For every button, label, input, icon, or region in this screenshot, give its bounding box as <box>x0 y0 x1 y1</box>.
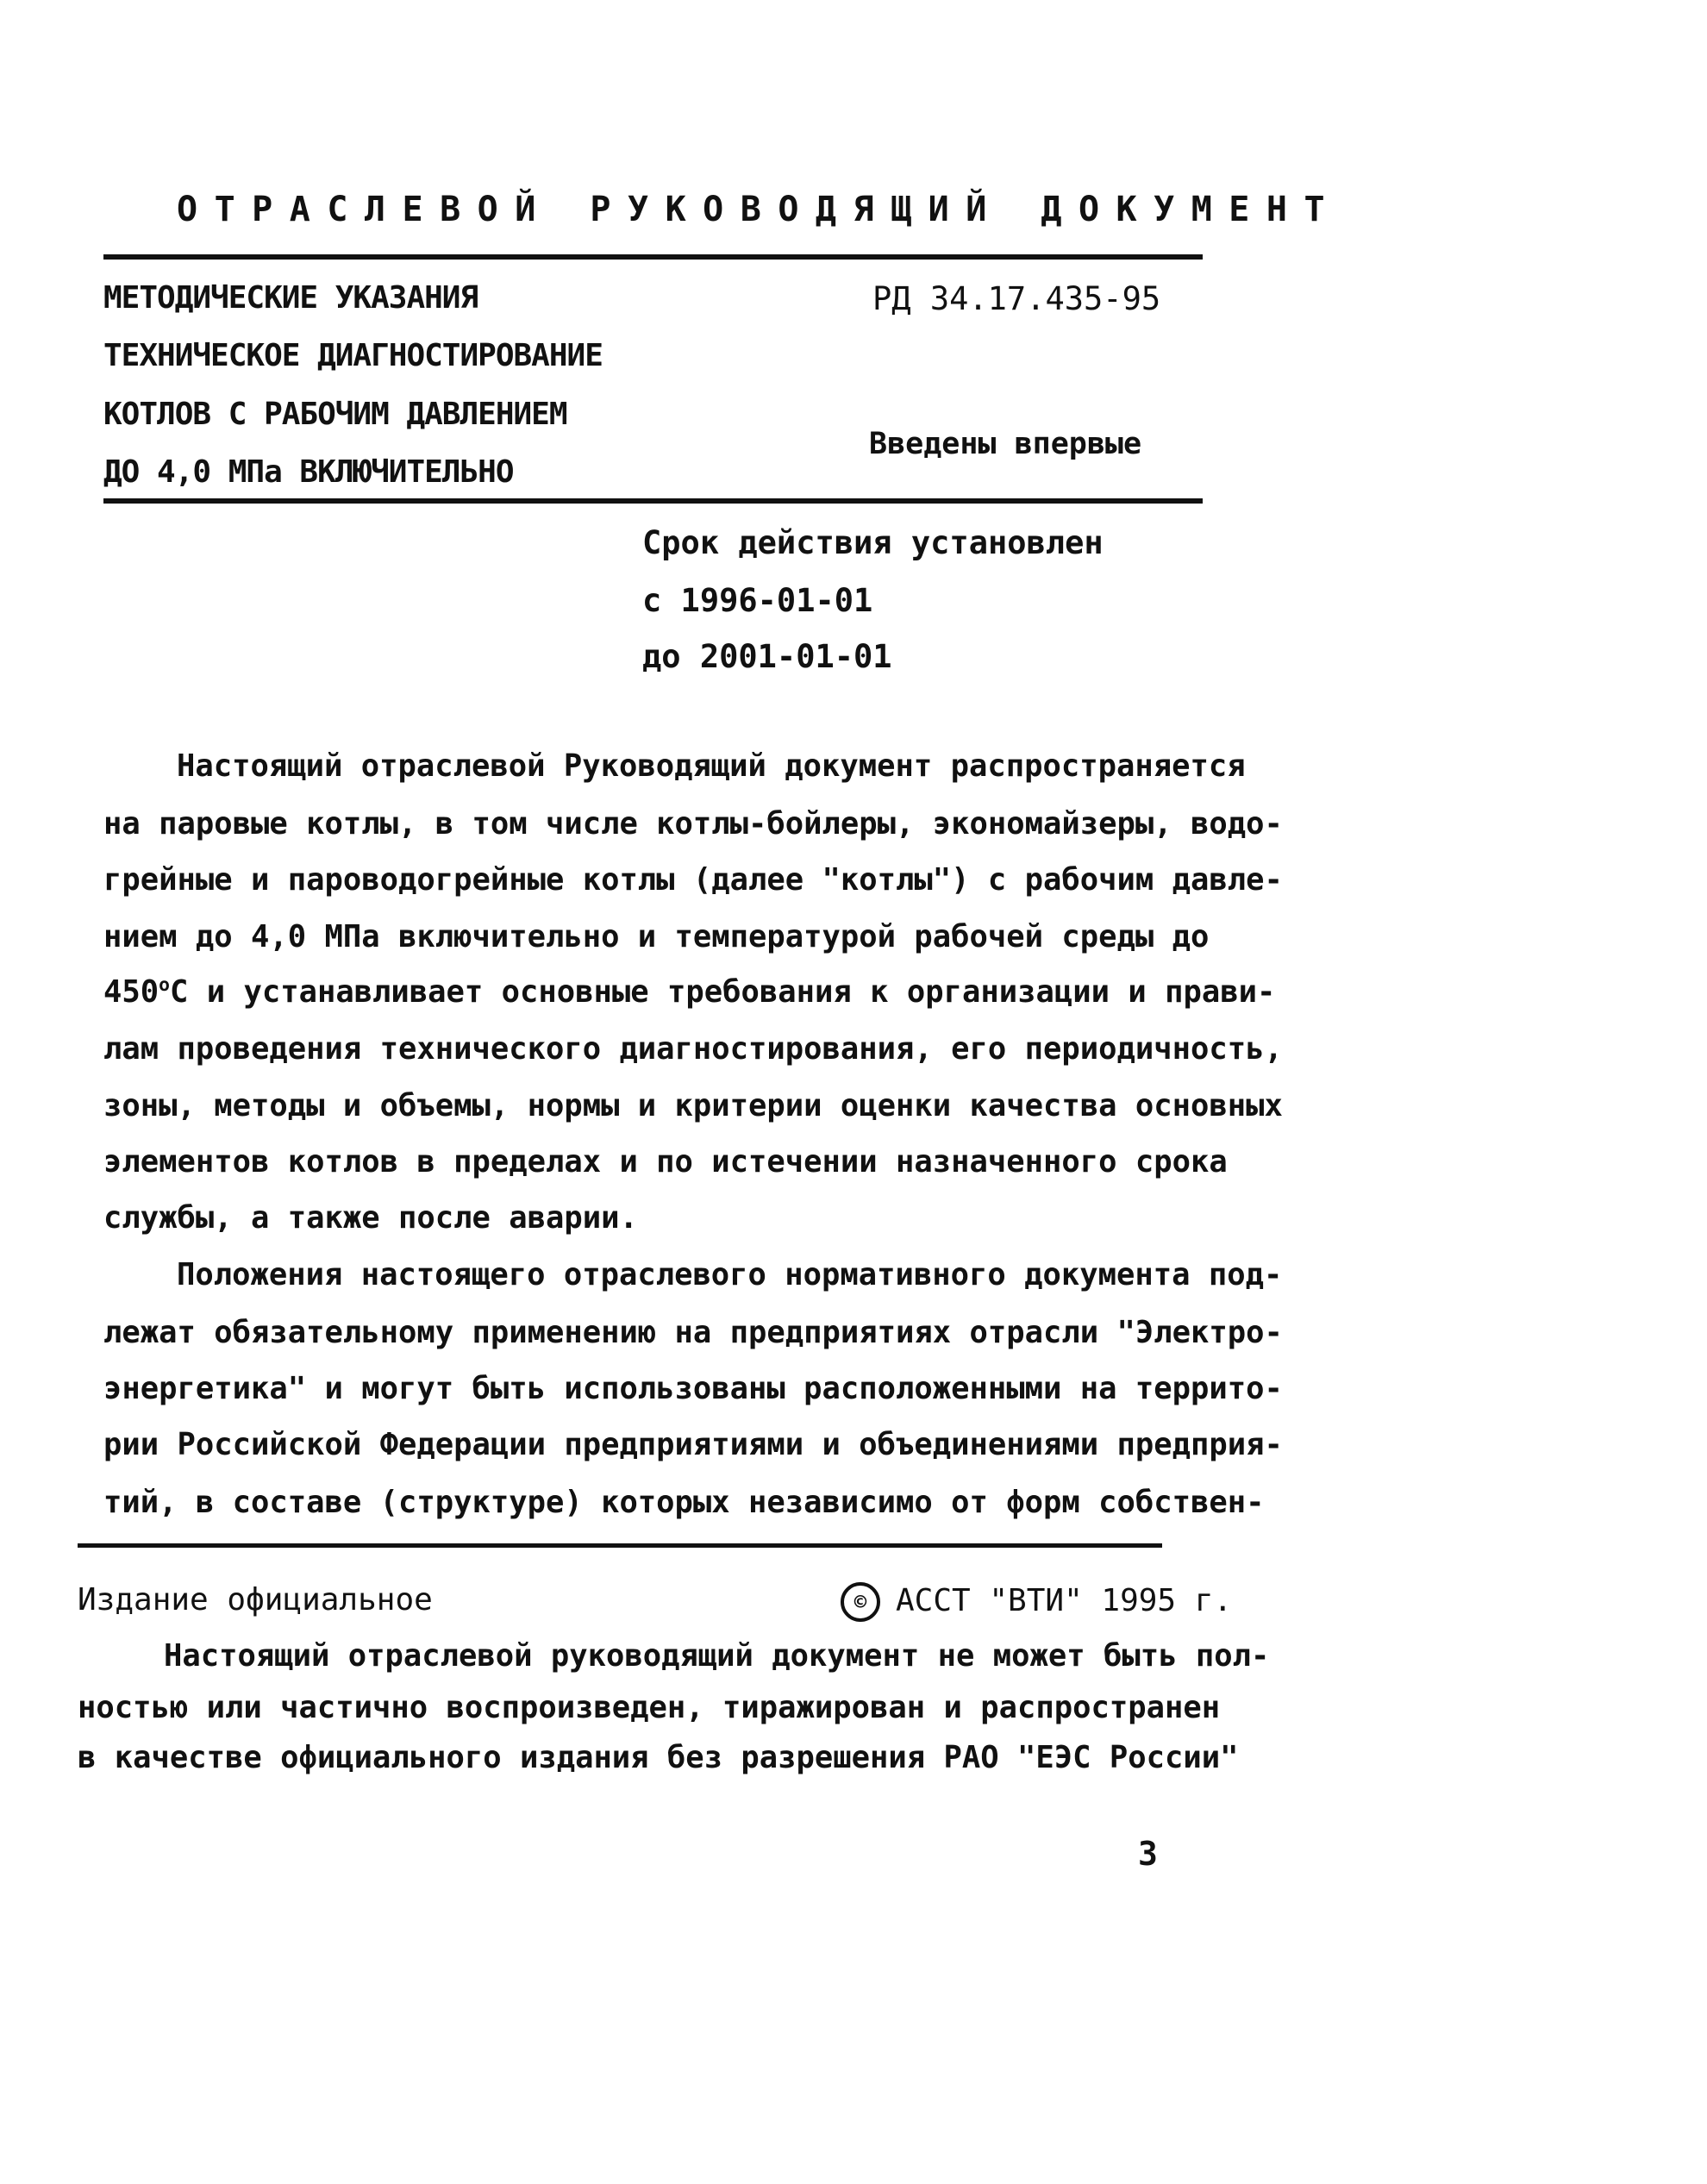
body-p1-line-3: грейные и пароводогрейные котлы (далее "котлы") с рабочим давле- <box>103 862 1283 898</box>
notice-line-3: в качестве официального издания без разрешения РАО "ЕЭС России" <box>78 1740 1239 1775</box>
body-p1-line-8: элементов котлов в пределах и по истечении назначенного срока <box>103 1144 1228 1180</box>
body-p1-line-2: на паровые котлы, в том числе котлы-бойлеры, экономайзеры, водо- <box>103 806 1283 842</box>
official-edition-label: Издание официальное <box>78 1582 433 1618</box>
copyright-holder: АССТ "ВТИ" 1995 г. <box>896 1583 1233 1618</box>
body-p1-line-4: нием до 4,0 МПа включительно и температурой рабочей среды до <box>103 919 1210 954</box>
temperature-value: 450 <box>103 974 159 1010</box>
introduction-status: Введены впервые <box>869 427 1142 461</box>
body-p1-line-6: лам проведения технического диагностирования, его периодичность, <box>103 1031 1283 1067</box>
copyright-icon: © <box>841 1582 880 1622</box>
page-number: 3 <box>1138 1835 1158 1873</box>
temperature-unit: C <box>169 974 189 1010</box>
title-line-4: ДО 4,0 МПа ВКЛЮЧИТЕЛЬНО <box>103 454 514 490</box>
validity-label: Срок действия установлен <box>642 524 1104 561</box>
copyright-notice <box>841 1582 1232 1622</box>
header-rule-bottom <box>103 498 1203 504</box>
body-p1-line-7: зоны, методы и объемы, нормы и критерии оценки качества основных <box>103 1088 1283 1123</box>
body-p1-line-1: Настоящий отраслевой Руководящий документ распространяется <box>177 748 1246 784</box>
body-p2-line-1: Положения настоящего отраслевого нормативного документа под- <box>177 1257 1283 1292</box>
notice-line-2: ностью или частично воспроизведен, тиражирован и распространен <box>78 1690 1221 1725</box>
title-line-2: ТЕХНИЧЕСКОЕ ДИАГНОСТИРОВАНИЕ <box>103 338 603 373</box>
notice-line-1: Настоящий отраслевой руководящий документ не может быть пол- <box>164 1638 1270 1674</box>
footer-rule <box>78 1543 1162 1548</box>
body-p2-line-5: тий, в составе (структуре) которых независимо от форм собствен- <box>103 1485 1265 1520</box>
header-rule-top <box>103 254 1203 260</box>
document-code: РД 34.17.435-95 <box>872 280 1161 317</box>
validity-from: с 1996-01-01 <box>642 582 873 619</box>
body-p2-line-4: рии Российской Федерации предприятиями и объединениями предприя- <box>103 1427 1283 1462</box>
body-p1-line-9: службы, а также после аварии. <box>103 1200 638 1236</box>
body-p2-line-2: лежат обязательному применению на предприятиях отрасли "Электро- <box>103 1315 1283 1350</box>
temperature-degree: o <box>159 974 170 997</box>
title-line-1: МЕТОДИЧЕСКИЕ УКАЗАНИЯ <box>103 280 478 316</box>
body-p2-line-3: энергетика" и могут быть использованы расположенными на террито- <box>103 1371 1283 1406</box>
body-p1-line-5 <box>103 974 1275 1010</box>
title-line-3: КОТЛОВ С РАБОЧИМ ДАВЛЕНИЕМ <box>103 397 567 432</box>
validity-to: до 2001-01-01 <box>642 638 892 675</box>
body-p1-line-5-text: и устанавливает основные требования к организации и прави- <box>206 974 1276 1010</box>
document-category-header: ОТРАСЛЕВОЙ РУКОВОДЯЩИЙ ДОКУМЕНТ <box>177 190 1342 229</box>
